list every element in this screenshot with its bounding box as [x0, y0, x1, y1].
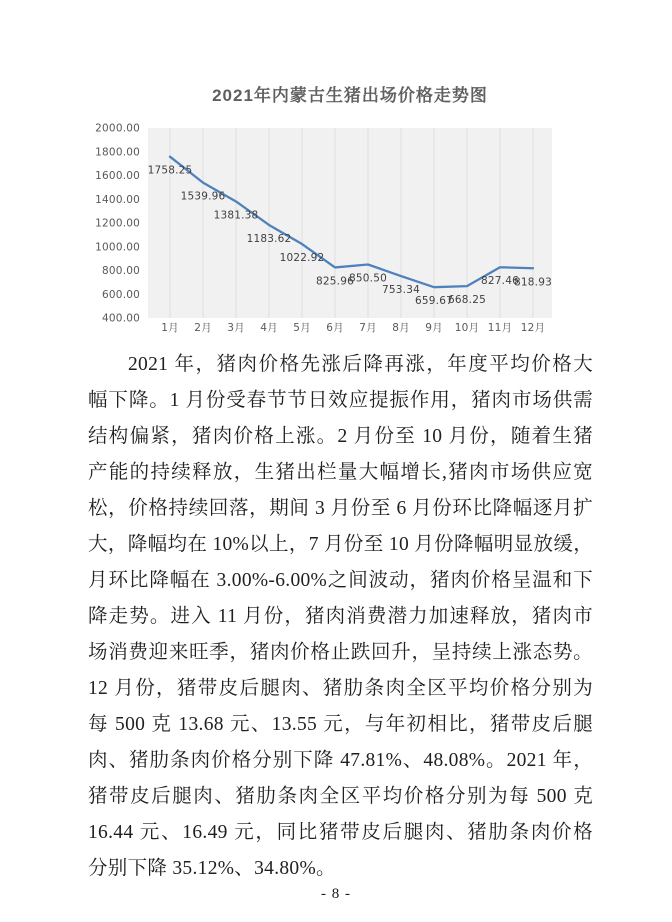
text-line: 场消费迎来旺季，猪肉价格止跌回升，呈持续上涨态势。: [88, 642, 593, 663]
data-label: 1381.38: [213, 209, 259, 222]
data-label: 827.46: [481, 275, 519, 288]
text-line: 结构偏紧，猪肉价格上涨。2 月份至 10 月份，随着生猪: [88, 426, 593, 447]
data-label: 850.50: [349, 272, 387, 285]
x-axis-tick-label: 7月: [359, 322, 377, 334]
x-axis-tick-label: 9月: [425, 322, 443, 334]
y-axis-tick-label: 400.00: [102, 312, 140, 325]
x-axis-tick-label: 2月: [194, 322, 212, 334]
x-axis-tick-label: 12月: [520, 322, 546, 334]
text-line: 分别下降 35.12%、34.80%。: [88, 858, 336, 879]
text-line: 松，价格持续回落，期间 3 月份至 6 月份环比降幅逐月扩: [88, 498, 593, 519]
x-axis-tick-label: 1月: [161, 322, 179, 334]
data-label: 659.67: [415, 295, 453, 308]
data-label: 668.25: [448, 294, 486, 307]
data-label: 753.34: [382, 284, 420, 297]
page-number: - 8 -: [321, 886, 351, 902]
y-axis-tick-label: 1400.00: [95, 193, 140, 206]
text-line: 幅下降。1 月份受春节节日效应提振作用，猪肉市场供需: [88, 390, 593, 411]
x-axis-tick-label: 8月: [392, 322, 410, 334]
y-axis-tick-label: 600.00: [102, 288, 140, 301]
text-line: 月环比降幅在 3.00%-6.00%之间波动，猪肉价格呈温和下: [88, 570, 593, 591]
x-axis-tick-label: 4月: [260, 322, 278, 334]
y-axis-tick-label: 1000.00: [95, 241, 140, 254]
chart-plot-area: [148, 128, 552, 318]
y-axis-tick-label: 2000.00: [95, 122, 140, 135]
y-axis-tick-label: 1200.00: [95, 217, 140, 230]
body-paragraph: [88, 347, 593, 887]
x-axis-tick-label: 10月: [454, 322, 480, 334]
y-axis-tick-label: 1600.00: [95, 170, 140, 182]
data-label: 818.93: [514, 276, 552, 289]
data-label: 1539.96: [180, 190, 226, 203]
data-label: 825.96: [316, 275, 354, 288]
y-axis-tick-label: 800.00: [102, 265, 140, 277]
data-label: 1183.62: [246, 232, 292, 245]
x-axis-tick-label: 5月: [293, 322, 311, 334]
text-line: 猪带皮后腿肉、猪肋条肉全区平均价格分别为每 500 克: [88, 786, 593, 807]
x-axis-tick-label: 6月: [326, 322, 344, 334]
text-line: 12 月份，猪带皮后腿肉、猪肋条肉全区平均价格分别为: [88, 678, 593, 699]
y-axis-tick-label: 1800.00: [95, 146, 140, 159]
x-axis-tick-label: 3月: [227, 322, 245, 334]
x-axis-tick-label: 11月: [487, 322, 513, 334]
text-line: 2021 年，猪肉价格先涨后降再涨，年度平均价格大: [128, 354, 593, 375]
data-label: 1758.25: [147, 164, 193, 177]
chart-title: 2021年内蒙古生猪出场价格走势图: [212, 86, 488, 105]
text-line: 肉、猪肋条肉价格分别下降 47.81%、48.08%。2021 年，: [88, 750, 593, 771]
line-chart: [85, 118, 560, 340]
text-line: 大，降幅均在 10%以上，7 月份至 10 月份降幅明显放缓，: [88, 534, 593, 555]
text-line: 每 500 克 13.68 元、13.55 元，与年初相比，猪带皮后腿: [88, 714, 593, 735]
text-line: 降走势。进入 11 月份，猪肉消费潜力加速释放，猪肉市: [88, 606, 593, 627]
text-line: 产能的持续释放，生猪出栏量大幅增长,猪肉市场供应宽: [88, 462, 593, 483]
data-label: 1022.92: [279, 252, 325, 265]
text-line: 16.44 元、16.49 元，同比猪带皮后腿肉、猪肋条肉价格: [88, 822, 593, 843]
